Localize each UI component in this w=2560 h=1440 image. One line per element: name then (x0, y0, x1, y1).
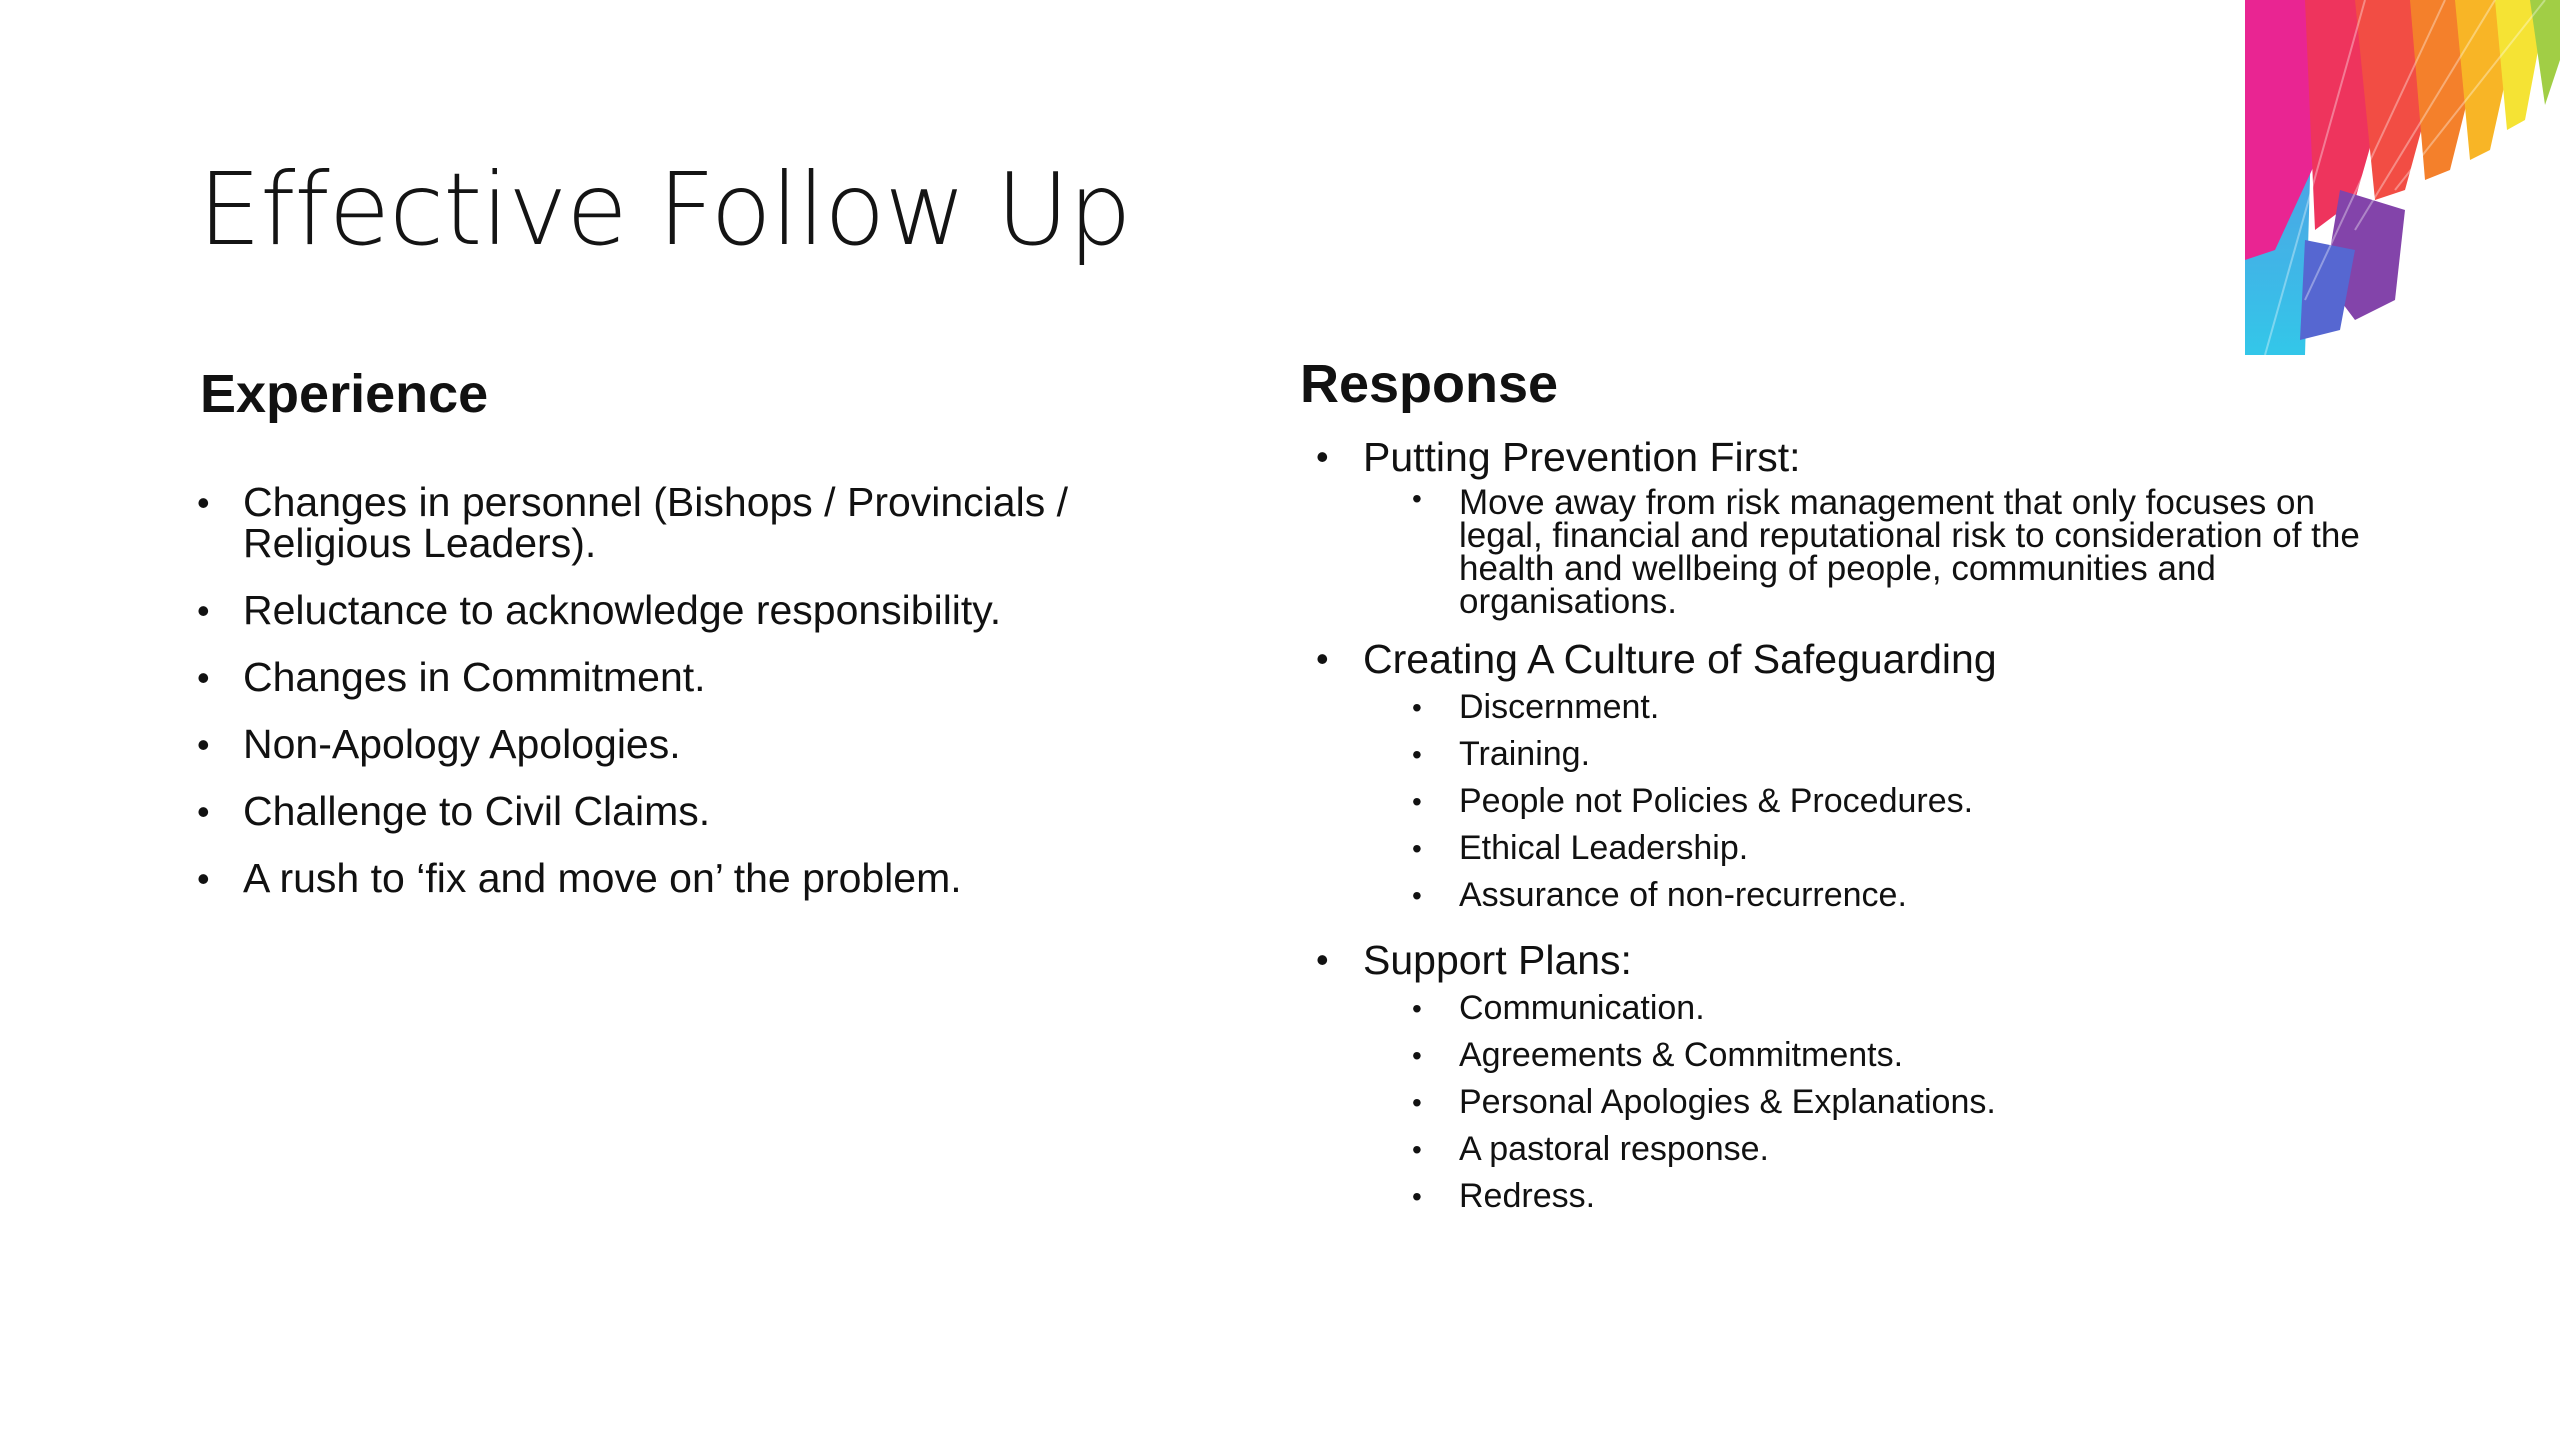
list-item: • Changes in Commitment. (243, 657, 1193, 698)
list-item: • Assurance of non-recurrence. (1459, 872, 2383, 919)
list-item: • Agreements & Commitments. (1459, 1032, 2383, 1079)
response-heading: Response (1300, 354, 1559, 414)
list-item: • A pastoral response. (1459, 1126, 2383, 1173)
response-section-prevention (1363, 432, 2383, 621)
list-item: • Challenge to Civil Claims. (243, 791, 1193, 832)
list-item: • Move away from risk management that only focuses on legal, financial and reputational risk to consideration of the health and wellbeing of people, communities and organisations. (1459, 482, 2383, 618)
list-item: • A rush to ‘fix and move on’ the problem. (243, 858, 1193, 899)
response-section-support (1363, 935, 2383, 1220)
sub-list (1459, 985, 2383, 1220)
list-item: • People not Policies & Procedures. (1459, 778, 2383, 825)
rainbow-paint-splash-icon (2245, 0, 2560, 355)
experience-list (243, 479, 1193, 925)
section-label: • Putting Prevention First: (1363, 434, 1801, 480)
response-list (1363, 432, 2383, 1236)
slide-title: Effective Follow Up (198, 151, 1131, 268)
list-item: • Changes in personnel (Bishops / Provincials / Religious Leaders). (243, 482, 1193, 564)
experience-heading: Experience (200, 364, 489, 424)
list-item: • Training. (1459, 731, 2383, 778)
list-item: • Redress. (1459, 1173, 2383, 1220)
list-item: • Personal Apologies & Explanations. (1459, 1079, 2383, 1126)
list-item: • Communication. (1459, 985, 2383, 1032)
list-item: • Discernment. (1459, 684, 2383, 731)
section-label: • Support Plans: (1363, 937, 1632, 983)
sub-list (1459, 684, 2383, 919)
list-item: • Reluctance to acknowledge responsibility. (243, 590, 1193, 631)
list-item: • Ethical Leadership. (1459, 825, 2383, 872)
sub-list (1459, 482, 2383, 621)
response-section-culture (1363, 634, 2383, 919)
list-item: • Non-Apology Apologies. (243, 724, 1193, 765)
section-label: • Creating A Culture of Safeguarding (1363, 636, 1997, 682)
